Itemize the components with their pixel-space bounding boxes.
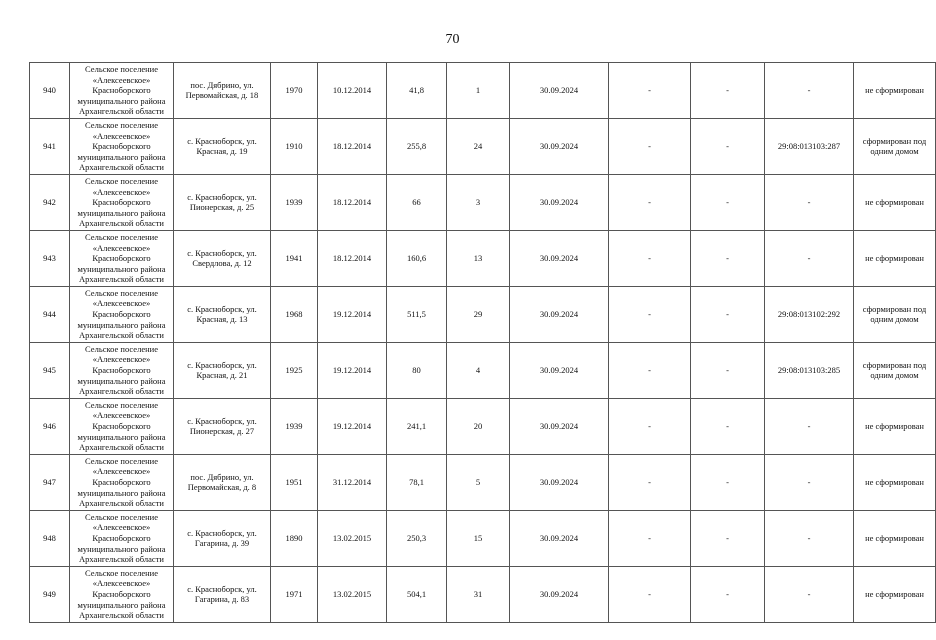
owner-cell: Сельское поселение «Алексеевское» Красноборского муниципального района Архангельской области bbox=[70, 118, 174, 174]
count-cell: 15 bbox=[447, 510, 510, 566]
address-cell: с. Красноборск, ул. Свердлова, д. 12 bbox=[174, 230, 271, 286]
table-row bbox=[30, 398, 936, 454]
cadastral-number-cell: - bbox=[765, 510, 854, 566]
table-row bbox=[30, 342, 936, 398]
deadline-cell: 30.09.2024 bbox=[510, 566, 609, 622]
deadline-cell: 30.09.2024 bbox=[510, 174, 609, 230]
column-9-cell: - bbox=[609, 398, 691, 454]
column-9-cell: - bbox=[609, 63, 691, 119]
table-row bbox=[30, 118, 936, 174]
column-9-cell: - bbox=[609, 510, 691, 566]
area-cell: 250,3 bbox=[387, 510, 447, 566]
row-number: 948 bbox=[30, 510, 70, 566]
row-number: 941 bbox=[30, 118, 70, 174]
year-cell: 1910 bbox=[271, 118, 318, 174]
date-cell: 13.02.2015 bbox=[318, 566, 387, 622]
column-9-cell: - bbox=[609, 230, 691, 286]
column-10-cell: - bbox=[691, 286, 765, 342]
date-cell: 19.12.2014 bbox=[318, 342, 387, 398]
year-cell: 1925 bbox=[271, 342, 318, 398]
year-cell: 1971 bbox=[271, 566, 318, 622]
row-number: 946 bbox=[30, 398, 70, 454]
cadastral-number-cell: - bbox=[765, 174, 854, 230]
table-row bbox=[30, 174, 936, 230]
address-cell: пос. Дябрино, ул. Первомайская, д. 8 bbox=[174, 454, 271, 510]
land-status-cell: не сформирован bbox=[854, 174, 936, 230]
deadline-cell: 30.09.2024 bbox=[510, 118, 609, 174]
column-10-cell: - bbox=[691, 398, 765, 454]
column-9-cell: - bbox=[609, 566, 691, 622]
address-cell: с. Красноборск, ул. Гагарина, д. 39 bbox=[174, 510, 271, 566]
deadline-cell: 30.09.2024 bbox=[510, 63, 609, 119]
year-cell: 1890 bbox=[271, 510, 318, 566]
column-9-cell: - bbox=[609, 174, 691, 230]
land-status-cell: не сформирован bbox=[854, 566, 936, 622]
owner-cell: Сельское поселение «Алексеевское» Красноборского муниципального района Архангельской области bbox=[70, 454, 174, 510]
table-row bbox=[30, 286, 936, 342]
column-10-cell: - bbox=[691, 174, 765, 230]
date-cell: 10.12.2014 bbox=[318, 63, 387, 119]
area-cell: 255,8 bbox=[387, 118, 447, 174]
area-cell: 511,5 bbox=[387, 286, 447, 342]
count-cell: 24 bbox=[447, 118, 510, 174]
table-row bbox=[30, 510, 936, 566]
count-cell: 20 bbox=[447, 398, 510, 454]
land-status-cell: не сформирован bbox=[854, 230, 936, 286]
address-cell: с. Красноборск, ул. Пионерская, д. 25 bbox=[174, 174, 271, 230]
address-cell: с. Красноборск, ул. Гагарина, д. 83 bbox=[174, 566, 271, 622]
column-10-cell: - bbox=[691, 454, 765, 510]
count-cell: 4 bbox=[447, 342, 510, 398]
cadastral-number-cell: - bbox=[765, 566, 854, 622]
owner-cell: Сельское поселение «Алексеевское» Красноборского муниципального района Архангельской области bbox=[70, 174, 174, 230]
cadastral-number-cell: 29:08:013103:287 bbox=[765, 118, 854, 174]
year-cell: 1968 bbox=[271, 286, 318, 342]
row-number: 949 bbox=[30, 566, 70, 622]
table-row bbox=[30, 454, 936, 510]
address-cell: с. Красноборск, ул. Красная, д. 21 bbox=[174, 342, 271, 398]
table-row bbox=[30, 230, 936, 286]
page-number: 70 bbox=[445, 32, 460, 47]
date-cell: 19.12.2014 bbox=[318, 286, 387, 342]
year-cell: 1939 bbox=[271, 174, 318, 230]
owner-cell: Сельское поселение «Алексеевское» Красноборского муниципального района Архангельской области bbox=[70, 510, 174, 566]
date-cell: 18.12.2014 bbox=[318, 174, 387, 230]
year-cell: 1941 bbox=[271, 230, 318, 286]
date-cell: 19.12.2014 bbox=[318, 398, 387, 454]
owner-cell: Сельское поселение «Алексеевское» Красноборского муниципального района Архангельской области bbox=[70, 63, 174, 119]
row-number: 944 bbox=[30, 286, 70, 342]
date-cell: 31.12.2014 bbox=[318, 454, 387, 510]
deadline-cell: 30.09.2024 bbox=[510, 510, 609, 566]
column-10-cell: - bbox=[691, 118, 765, 174]
land-status-cell: сформирован под одним домом bbox=[854, 342, 936, 398]
deadline-cell: 30.09.2024 bbox=[510, 286, 609, 342]
owner-cell: Сельское поселение «Алексеевское» Красноборского муниципального района Архангельской области bbox=[70, 566, 174, 622]
year-cell: 1939 bbox=[271, 398, 318, 454]
area-cell: 241,1 bbox=[387, 398, 447, 454]
cadastral-number-cell: - bbox=[765, 230, 854, 286]
land-status-cell: не сформирован bbox=[854, 510, 936, 566]
column-10-cell: - bbox=[691, 63, 765, 119]
deadline-cell: 30.09.2024 bbox=[510, 454, 609, 510]
count-cell: 1 bbox=[447, 63, 510, 119]
year-cell: 1970 bbox=[271, 63, 318, 119]
area-cell: 78,1 bbox=[387, 454, 447, 510]
area-cell: 80 bbox=[387, 342, 447, 398]
land-status-cell: сформирован под одним домом bbox=[854, 118, 936, 174]
count-cell: 31 bbox=[447, 566, 510, 622]
address-cell: с. Красноборск, ул. Красная, д. 19 bbox=[174, 118, 271, 174]
land-status-cell: не сформирован bbox=[854, 63, 936, 119]
table-row bbox=[30, 566, 936, 622]
deadline-cell: 30.09.2024 bbox=[510, 398, 609, 454]
year-cell: 1951 bbox=[271, 454, 318, 510]
column-9-cell: - bbox=[609, 342, 691, 398]
area-cell: 41,8 bbox=[387, 63, 447, 119]
cadastral-number-cell: - bbox=[765, 454, 854, 510]
area-cell: 504,1 bbox=[387, 566, 447, 622]
row-number: 942 bbox=[30, 174, 70, 230]
land-status-cell: не сформирован bbox=[854, 398, 936, 454]
column-9-cell: - bbox=[609, 118, 691, 174]
registry-table bbox=[29, 62, 936, 623]
count-cell: 5 bbox=[447, 454, 510, 510]
date-cell: 18.12.2014 bbox=[318, 230, 387, 286]
deadline-cell: 30.09.2024 bbox=[510, 230, 609, 286]
date-cell: 13.02.2015 bbox=[318, 510, 387, 566]
cadastral-number-cell: - bbox=[765, 63, 854, 119]
owner-cell: Сельское поселение «Алексеевское» Красноборского муниципального района Архангельской области bbox=[70, 342, 174, 398]
column-10-cell: - bbox=[691, 342, 765, 398]
row-number: 947 bbox=[30, 454, 70, 510]
area-cell: 66 bbox=[387, 174, 447, 230]
column-9-cell: - bbox=[609, 454, 691, 510]
land-status-cell: сформирован под одним домом bbox=[854, 286, 936, 342]
column-10-cell: - bbox=[691, 230, 765, 286]
owner-cell: Сельское поселение «Алексеевское» Красноборского муниципального района Архангельской области bbox=[70, 230, 174, 286]
area-cell: 160,6 bbox=[387, 230, 447, 286]
owner-cell: Сельское поселение «Алексеевское» Красноборского муниципального района Архангельской области bbox=[70, 286, 174, 342]
table-row bbox=[30, 63, 936, 119]
row-number: 945 bbox=[30, 342, 70, 398]
count-cell: 3 bbox=[447, 174, 510, 230]
row-number: 943 bbox=[30, 230, 70, 286]
count-cell: 13 bbox=[447, 230, 510, 286]
count-cell: 29 bbox=[447, 286, 510, 342]
owner-cell: Сельское поселение «Алексеевское» Красноборского муниципального района Архангельской области bbox=[70, 398, 174, 454]
table-body bbox=[30, 63, 936, 623]
address-cell: пос. Дябрино, ул. Первомайская, д. 18 bbox=[174, 63, 271, 119]
date-cell: 18.12.2014 bbox=[318, 118, 387, 174]
deadline-cell: 30.09.2024 bbox=[510, 342, 609, 398]
address-cell: с. Красноборск, ул. Пионерская, д. 27 bbox=[174, 398, 271, 454]
cadastral-number-cell: - bbox=[765, 398, 854, 454]
address-cell: с. Красноборск, ул. Красная, д. 13 bbox=[174, 286, 271, 342]
land-status-cell: не сформирован bbox=[854, 454, 936, 510]
column-9-cell: - bbox=[609, 286, 691, 342]
row-number: 940 bbox=[30, 63, 70, 119]
column-10-cell: - bbox=[691, 566, 765, 622]
column-10-cell: - bbox=[691, 510, 765, 566]
cadastral-number-cell: 29:08:013102:292 bbox=[765, 286, 854, 342]
cadastral-number-cell: 29:08:013103:285 bbox=[765, 342, 854, 398]
